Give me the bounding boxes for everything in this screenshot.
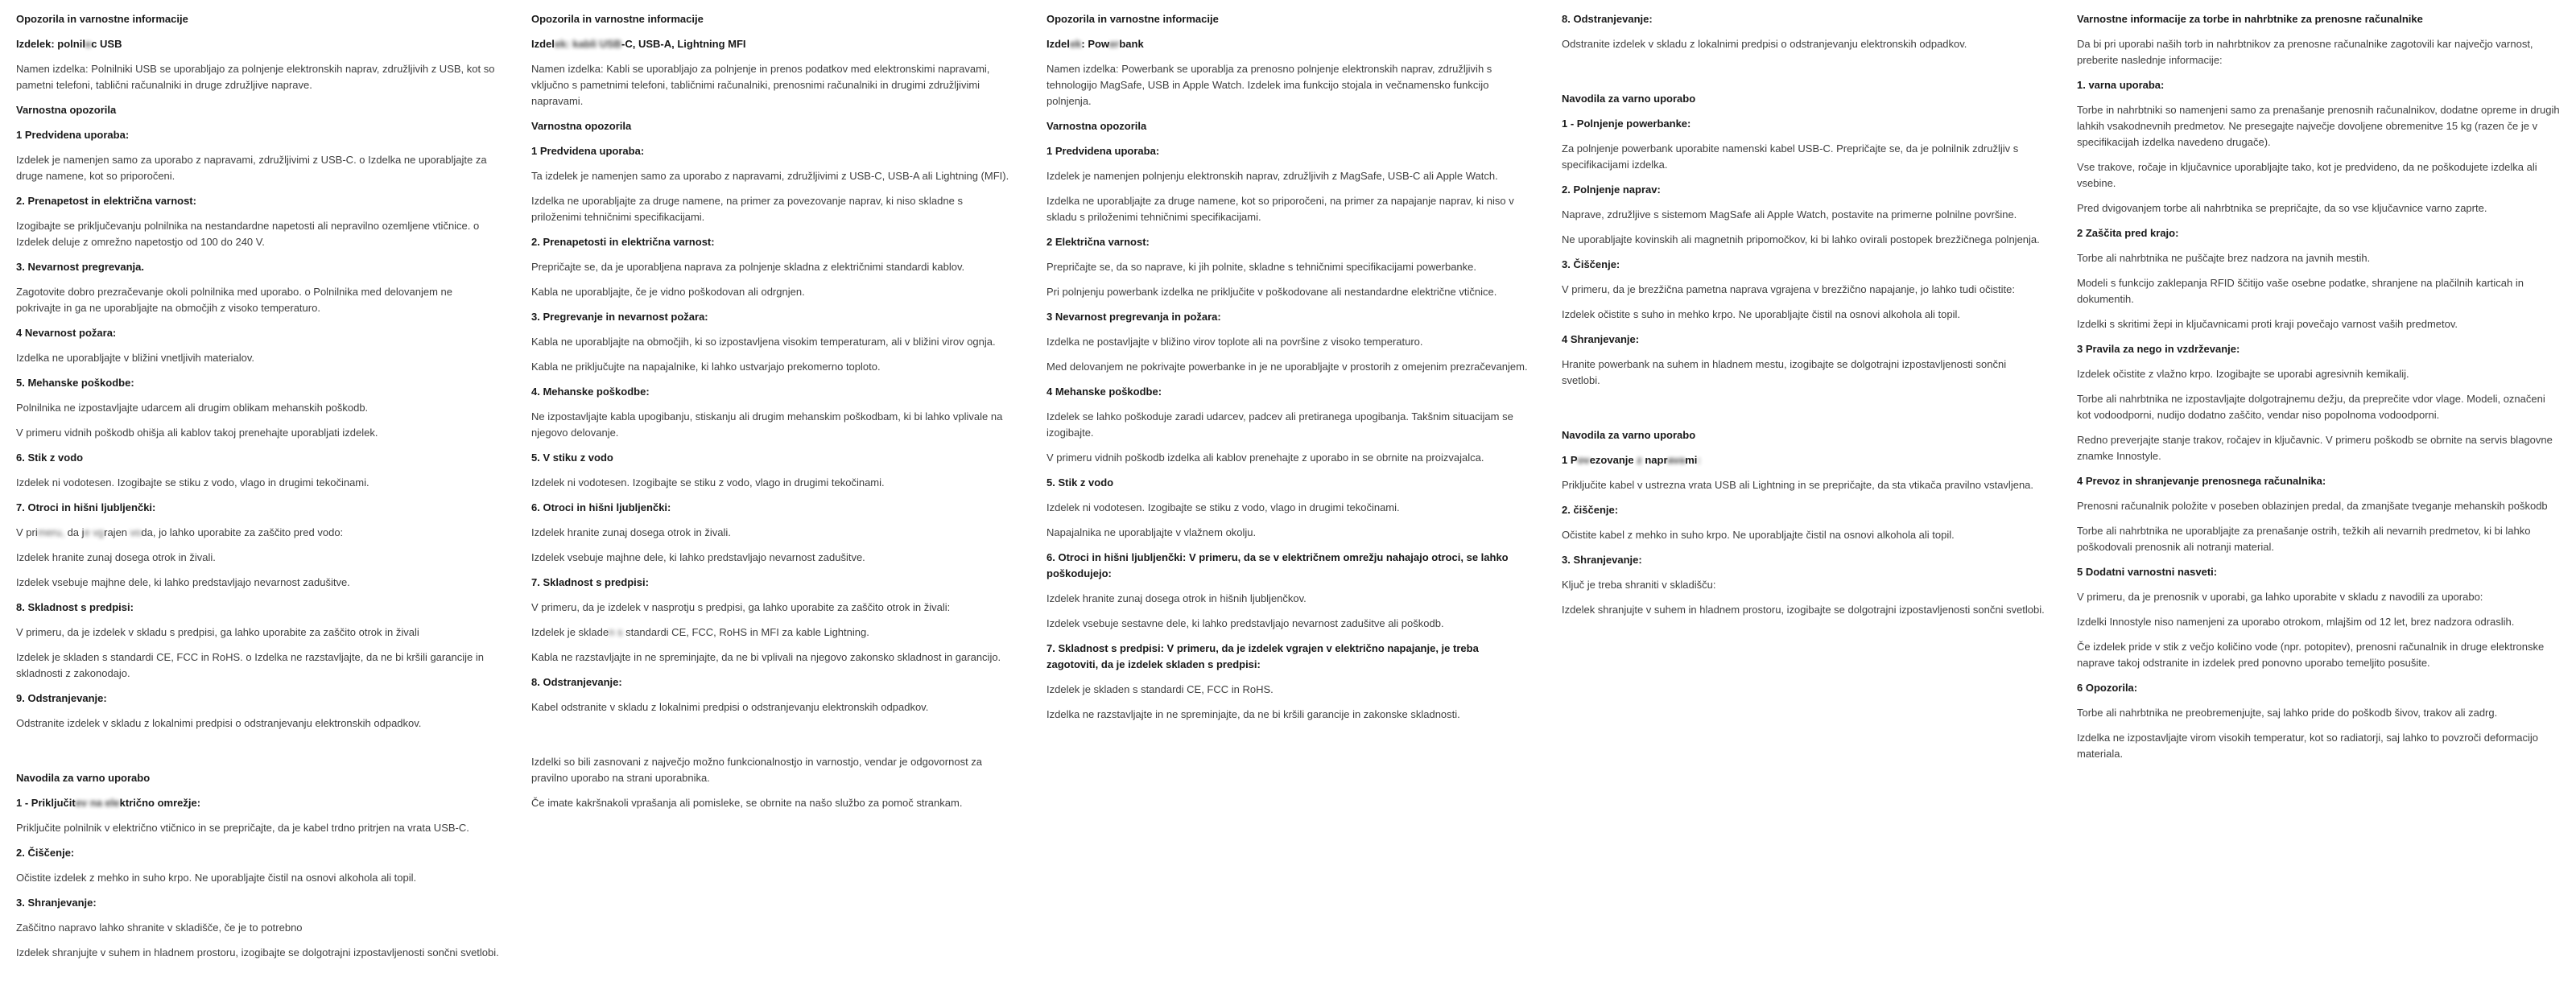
text-run: 9. Odstranjevanje: (16, 692, 107, 704)
blurred-text-run: ov (1577, 454, 1590, 466)
doc-paragraph (16, 400, 499, 416)
text-run: 2. Polnjenje naprav: (1562, 183, 1661, 196)
column-laptop-bags (2077, 11, 2560, 970)
text-run: Izdel (531, 38, 555, 50)
doc-paragraph (1562, 232, 2045, 248)
text-run: Izdelki s skritimi žepi in ključavnicami proti kraji povečajo varnost vaših predmetov. (2077, 318, 2458, 330)
text-run: 4 Prevoz in shranjevanje prenosnega računalnika: (2077, 475, 2326, 487)
text-run: 2 Električna varnost: (1046, 236, 1150, 248)
doc-paragraph (1046, 616, 1530, 632)
doc-heading (16, 193, 499, 209)
text-run: Zaščitno napravo lahko shranite v skladišče, če je to potrebno (16, 921, 303, 934)
blurred-text-run: ev na ele (75, 797, 120, 809)
text-run: Med delovanjem ne pokrivajte powerbanke in je ne uporabljajte v prostorih z omejenim prezračevanjem. (1046, 361, 1528, 373)
text-run: 1 Predvidena uporaba: (16, 129, 130, 141)
text-run: Izdelek se lahko poškoduje zaradi udarcev, padcev ali pretiranega upogibanja. Takšnim situacijam se izogibajte. (1046, 410, 1513, 439)
doc-paragraph (531, 550, 1014, 566)
doc-heading (1562, 11, 2045, 27)
text-run: Izdelek hranite zunaj dosega otrok in živali. (531, 526, 731, 538)
doc-paragraph (2077, 200, 2560, 216)
text-run: V primeru vidnih poškodb izdelka ali kablov prenehajte z uporabo in se obrnite na proizvajalca. (1046, 451, 1484, 464)
text-run: Pri polnjenju powerbank izdelka ne priključite v poškodovane ali nestandardne električne vtičnice. (1046, 286, 1497, 298)
text-run: Priključite polnilnik v električno vtičnico in se prepričajte, da je kabel trdno pritrjen na vrata USB-C. (16, 822, 469, 834)
text-run: Namen izdelka: Polnilniki USB se uporabljajo za polnjenje elektronskih naprav, združljivih z USB, kot so pametni telefoni, tablični računalniki in druge združljive naprave. (16, 63, 495, 91)
doc-heading (531, 11, 1014, 27)
doc-paragraph (531, 754, 1014, 786)
text-run: rajen (104, 526, 128, 538)
doc-paragraph (2077, 36, 2560, 68)
text-run: c USB (91, 38, 122, 50)
text-run: Torbe ali nahrbtnika ne puščajte brez nadzora na javnih mestih. (2077, 252, 2371, 264)
doc-paragraph (16, 425, 499, 441)
text-run: Izdelek je sklade (531, 626, 609, 638)
doc-heading (1562, 502, 2045, 518)
doc-heading (1562, 257, 2045, 273)
doc-heading (16, 600, 499, 616)
doc-paragraph (2077, 705, 2560, 721)
text-run: V pri (16, 526, 38, 538)
text-run: Če izdelek pride v stik z večjo količino vode (npr. potopitev), prenosni računalnik in druge elektronske naprave takoj odstranite in izdelek pred ponovno uporabo temeljito posušite. (2077, 641, 2545, 669)
doc-heading (16, 102, 499, 118)
text-run: Torbe ali nahrbtnika ne preobremenjujte, saj lahko pride do poškodb šivov, trakov ali zadrg. (2077, 707, 2498, 719)
doc-heading (2077, 341, 2560, 357)
text-run: Očistite izdelek z mehko in suho krpo. Ne uporabljajte čistil na osnovi alkohola ali topil. (16, 872, 417, 884)
doc-paragraph (1562, 307, 2045, 323)
blurred-text-run: e vg (84, 526, 105, 538)
text-run: 1 - Polnjenje powerbanke: (1562, 118, 1691, 130)
text-run: 3. Shranjevanje: (1562, 554, 1642, 566)
text-run: 3 Pravila za nego in vzdrževanje: (2077, 343, 2240, 355)
blurred-text-run: ek: kabli USB (554, 38, 621, 50)
doc-heading (1046, 118, 1530, 134)
doc-paragraph (1562, 477, 2045, 493)
text-run: 6. Otroci in hišni ljubljenčki: (531, 501, 671, 513)
blurred-text-run: : (1697, 454, 1701, 466)
text-run: napr (1641, 454, 1668, 466)
doc-paragraph (2077, 730, 2560, 762)
text-run: Izdel (1046, 38, 1070, 50)
text-run: Izdelka ne uporabljajte za druge namene, kot so priporočeni, na primer za napajanje naprav, ki niso v skladu s priloženimi tehničnimi specifikacijami. (1046, 195, 1514, 223)
text-run: Prenosni računalnik položite v poseben oblazinjen predal, da zmanjšate tveganje mehanskih poškodb (2077, 500, 2548, 512)
text-run: Izdelka ne izpostavljajte virom visokih temperatur, kot so radiatorji, saj lahko to povzroči deformacijo materiala. (2077, 732, 2538, 760)
text-run: Izogibajte se priključevanju polnilnika na nestandardne napetosti ali nepravilno ozemljene vtičnice. o Izdelek deluje z omrežno napetostjo od 100 do 240 V. (16, 220, 480, 248)
doc-paragraph (1046, 591, 1530, 607)
doc-heading (531, 309, 1014, 325)
text-run: Kabla ne uporabljajte na območjih, ki so izpostavljena visokim temperaturam, ali v bližini virov ognja. (531, 336, 996, 348)
doc-paragraph (1562, 141, 2045, 173)
text-run: Varnostne informacije za torbe in nahrbtnike za prenosne računalnike (2077, 13, 2423, 25)
doc-heading (531, 36, 1014, 52)
text-run: 3. Shranjevanje: (16, 897, 97, 909)
text-run: Varnostna opozorila (1046, 120, 1147, 132)
text-run: Vse trakove, ročaje in ključavnice uporabljajte tako, kot je predvideno, da ne poškodujete izdelka ali vsebine. (2077, 161, 2537, 189)
text-run: 3. Čiščenje: (1562, 258, 1620, 270)
text-run: 4 Shranjevanje: (1562, 333, 1640, 345)
doc-paragraph (1046, 259, 1530, 275)
text-run: : Pow (1081, 38, 1110, 50)
doc-heading (531, 384, 1014, 400)
text-run: 2. čiščenje: (1562, 504, 1619, 516)
doc-paragraph (2077, 275, 2560, 307)
doc-spacer (1562, 61, 2045, 82)
text-run: Hranite powerbank na suhem in hladnem mestu, izogibajte se dolgotrajni izpostavljenosti sončni svetlobi. (1562, 358, 2007, 386)
doc-heading (16, 691, 499, 707)
doc-paragraph (16, 475, 499, 491)
text-run: Za polnjenje powerbank uporabite namenski kabel USB-C. Prepričajte se, da je polnilnik združljiv s specifikacijami izdelka. (1562, 142, 2019, 171)
text-run: 5 Dodatni varnostni nasveti: (2077, 566, 2218, 578)
text-run: 2. Čiščenje: (16, 847, 75, 859)
text-run: 2. Prenapetost in električna varnost: (16, 195, 196, 207)
text-run: Ključ je treba shraniti v skladišču: (1562, 579, 1716, 591)
text-run: Izdelek je skladen s standardi CE, FCC in RoHS. (1046, 683, 1274, 695)
doc-paragraph (2077, 639, 2560, 671)
doc-heading (1046, 11, 1530, 27)
doc-paragraph (1562, 357, 2045, 389)
doc-heading (16, 845, 499, 861)
text-run: -C, USB-A, Lightning MFI (621, 38, 746, 50)
text-run: Izdelek očistite s suho in mehko krpo. Ne uporabljajte čistil na osnovi alkohola ali topil. (1562, 308, 1960, 320)
text-run: standardi CE, FCC, RoHS in MFI za kable Lightning. (625, 626, 869, 638)
text-run: Izdelki so bili zasnovani z največjo možno funkcionalnostjo in varnostjo, vendar je odgovornost za pravilno uporabo na strani uporabnika. (531, 756, 983, 784)
text-run: Izdelka ne uporabljajte za druge namene, na primer za povezovanje naprav, ki niso skladne s priloženimi tehničnimi specifikacijami. (531, 195, 963, 223)
text-run: Izdelek je namenjen samo za uporabo z napravami, združljivimi z USB-C. o Izdelka ne uporabljajte za druge namene, kot so priporočeni. (16, 154, 487, 182)
doc-heading (2077, 11, 2560, 27)
doc-paragraph (531, 168, 1014, 184)
text-run: 2 Zaščita pred krajo: (2077, 227, 2179, 239)
text-run: V primeru, da je izdelek v skladu s predpisi, ga lahko uporabite za zaščito otrok in živali (16, 626, 419, 638)
doc-paragraph (16, 525, 499, 541)
doc-paragraph (2077, 102, 2560, 150)
doc-paragraph (531, 284, 1014, 300)
text-run: V primeru, da je izdelek v nasprotju s predpisi, ga lahko uporabite za zaščito otrok in živali: (531, 601, 951, 613)
doc-heading (2077, 77, 2560, 93)
doc-heading (1046, 384, 1530, 400)
blurred-text-run: n s (609, 626, 626, 638)
text-run: 1 Predvidena uporaba: (1046, 145, 1160, 157)
text-run: Polnilnika ne izpostavljajte udarcem ali drugim oblikam mehanskih poškodb. (16, 402, 369, 414)
text-run: Odstranite izdelek v skladu z lokalnimi predpisi o odstranjevanju elektronskih odpadkov. (1562, 38, 1967, 50)
doc-heading (16, 127, 499, 143)
text-run: Naprave, združljive s sistemom MagSafe ali Apple Watch, postavite na primerne polnilne površine. (1562, 208, 2017, 221)
text-run: Izdelek je skladen s standardi CE, FCC in RoHS. o Izdelka ne razstavljajte, da ne bi kršili garancije in skladnosti z zakonodajo. (16, 651, 484, 679)
doc-paragraph (531, 625, 1014, 641)
doc-paragraph (1046, 193, 1530, 225)
text-run: Pred dvigovanjem torbe ali nahrbtnika se prepričajte, da so vse ključavnice varno zaprte. (2077, 202, 2487, 214)
doc-heading (1562, 552, 2045, 568)
text-run: 8. Odstranjevanje: (531, 676, 622, 688)
doc-paragraph (531, 525, 1014, 541)
doc-heading (531, 500, 1014, 516)
doc-heading (16, 500, 499, 516)
doc-paragraph (531, 193, 1014, 225)
doc-paragraph (2077, 316, 2560, 332)
doc-heading (16, 375, 499, 391)
text-run: 7. Skladnost s predpisi: V primeru, da je izdelek vgrajen v električno napajanje, je treba zagotoviti, da je izdelek skladen s predpisi: (1046, 642, 1479, 670)
doc-heading (531, 674, 1014, 691)
column-cables (531, 11, 1014, 970)
blurred-text-run: z (1637, 454, 1642, 466)
text-run: Izdelek vsebuje majhne dele, ki lahko predstavljajo nevarnost zadušitve. (531, 551, 865, 563)
text-run: Torbe in nahrbtniki so namenjeni samo za prenašanje prenosnih računalnikov, dodatne opreme in drugih lahkih vsakodnevnih predmetov. Ne presegajte največje dovoljene obremenitve 15 kg (razen če je v specifikacijah izdelka navedeno drugače). (2077, 104, 2560, 148)
doc-heading (1046, 550, 1530, 582)
doc-heading (16, 11, 499, 27)
text-run: Ne uporabljajte kovinskih ali magnetnih pripomočkov, ki bi lahko ovirali postopek brezžičnega polnjenja. (1562, 233, 2040, 245)
doc-paragraph (2077, 614, 2560, 630)
text-run: Izdelek hranite zunaj dosega otrok in hišnih ljubljenčkov. (1046, 592, 1307, 604)
doc-paragraph (2077, 366, 2560, 382)
doc-spacer (1562, 398, 2045, 418)
doc-paragraph (16, 575, 499, 591)
doc-heading (1046, 36, 1530, 52)
text-run: 6. Stik z vodo (16, 451, 84, 464)
text-run: Izdelka ne uporabljajte v bližini vnetljivih materialov. (16, 352, 255, 364)
text-run: bank (1119, 38, 1144, 50)
text-run: 1. varna uporaba: (2077, 79, 2165, 91)
text-run: mi (1685, 454, 1698, 466)
doc-paragraph (2077, 391, 2560, 423)
text-run: Izdelek je namenjen polnjenju elektronskih naprav, združljivih z MagSafe, USB-C ali Apple Watch. (1046, 170, 1498, 182)
column-powerbank-cables-instructions (1562, 11, 2045, 970)
text-run: Navodila za varno uporabo (1562, 93, 1696, 105)
doc-paragraph (16, 218, 499, 250)
text-run: Torbe ali nahrbtnika ne izpostavljajte dolgotrajnemu dežju, da preprečite vdor vlage. Modeli, označeni kot vodoodporni, nudijo dodatno zaščito, vendar niso popolnoma vodoodporni. (2077, 393, 2545, 421)
doc-paragraph (531, 409, 1014, 441)
doc-heading (1562, 452, 2045, 468)
text-run: Izdelek vsebuje sestavne dele, ki lahko predstavljajo nevarnost zadušitve ali poškodb. (1046, 617, 1444, 629)
doc-paragraph (1562, 527, 2045, 543)
text-run: ezovanje (1589, 454, 1637, 466)
doc-paragraph (531, 334, 1014, 350)
doc-heading (531, 118, 1014, 134)
doc-paragraph (16, 284, 499, 316)
doc-paragraph (531, 649, 1014, 666)
text-run: Torbe ali nahrbtnika ne uporabljajte za prenašanje ostrih, težkih ali nevarnih predmetov, ki bi lahko poškodovali prenosnik ali notranji material. (2077, 525, 2531, 553)
doc-heading (1046, 143, 1530, 159)
doc-paragraph (531, 61, 1014, 109)
text-run: Izdelek vsebuje majhne dele, ki lahko predstavljajo nevarnost zadušitve. (16, 576, 350, 588)
doc-heading (2077, 680, 2560, 696)
doc-paragraph (1562, 282, 2045, 298)
doc-heading (16, 36, 499, 52)
blurred-text-run: vo (127, 526, 142, 538)
text-run: Izdelek ni vodotesen. Izogibajte se stiku z vodo, vlago in drugimi tekočinami. (16, 476, 369, 489)
text-run: Izdelek hranite zunaj dosega otrok in živali. (16, 551, 216, 563)
text-run: Ne izpostavljajte kabla upogibanju, stiskanju ali drugim mehanskim poškodbam, ki bi lahko vplivale na njegovo delovanje. (531, 410, 1003, 439)
doc-paragraph (1046, 168, 1530, 184)
doc-heading (1562, 91, 2045, 107)
doc-paragraph (1046, 500, 1530, 516)
doc-heading (2077, 564, 2560, 580)
text-run: 8. Skladnost s predpisi: (16, 601, 134, 613)
doc-heading (16, 450, 499, 466)
doc-heading (1046, 309, 1530, 325)
text-run: 7. Skladnost s predpisi: (531, 576, 649, 588)
blurred-text-run: ava (1667, 454, 1686, 466)
text-run: Izdelek shranjujte v suhem in hladnem prostoru, izogibajte se dolgotrajni izpostavljenosti sončni svetlobi. (1562, 604, 2045, 616)
doc-paragraph (16, 350, 499, 366)
doc-paragraph (1046, 359, 1530, 375)
doc-heading (531, 143, 1014, 159)
text-run: Redno preverjajte stanje trakov, ročajev in ključavnic. V primeru poškodb se obrnite na servis blagovne znamke Innostyle. (2077, 434, 2553, 462)
text-run: Izdelek očistite z vlažno krpo. Izogibajte se uporabi agresivnih kemikalij. (2077, 368, 2409, 380)
doc-paragraph (1562, 577, 2045, 593)
column-powerbank (1046, 11, 1530, 970)
doc-paragraph (1046, 450, 1530, 466)
text-run: Modeli s funkcijo zaklepanja RFID ščitijo vaše osebne podatke, shranjene na plačilnih karticah in dokumentih. (2077, 277, 2524, 305)
text-run: Izdelek ni vodotesen. Izogibajte se stiku z vodo, vlago in drugimi tekočinami. (1046, 501, 1400, 513)
text-run: Opozorila in varnostne informacije (531, 13, 704, 25)
doc-paragraph (2077, 589, 2560, 605)
text-run: Navodila za varno uporabo (16, 772, 151, 784)
doc-paragraph (531, 475, 1014, 491)
text-run: Varnostna opozorila (16, 104, 117, 116)
text-run: Izdelka ne razstavljajte in ne spreminjajte, da ne bi kršili garancije in zakonske skladnosti. (1046, 708, 1460, 720)
text-run: 4 Nevarnost požara: (16, 327, 117, 339)
doc-paragraph (16, 649, 499, 682)
text-run: 8. Odstranjevanje: (1562, 13, 1653, 25)
text-run: Napajalnika ne uporabljajte v vlažnem okolju. (1046, 526, 1257, 538)
column-usb-charger (16, 11, 499, 970)
text-run: 6 Opozorila: (2077, 682, 2138, 694)
doc-paragraph (16, 870, 499, 886)
blurred-text-run: meru, (37, 526, 68, 538)
doc-heading (2077, 225, 2560, 241)
text-run: Navodila za varno uporabo (1562, 429, 1696, 441)
text-run: 1 Predvidena uporaba: (531, 145, 645, 157)
doc-heading (16, 795, 499, 811)
doc-heading (16, 259, 499, 275)
doc-spacer (16, 740, 499, 761)
text-run: Če imate kakršnakoli vprašanja ali pomisleke, se obrnite na našo službo za pomoč strankam. (531, 797, 963, 809)
text-run: V primeru, da je prenosnik v uporabi, ga lahko uporabite v skladu z navodili za uporabo: (2077, 591, 2483, 603)
doc-heading (16, 770, 499, 786)
text-run: Opozorila in varnostne informacije (16, 13, 188, 25)
doc-paragraph (531, 259, 1014, 275)
doc-paragraph (2077, 159, 2560, 192)
text-run: Izdelka ne postavljajte v bližino virov toplote ali na površine z visoko temperaturo. (1046, 336, 1423, 348)
doc-spacer (531, 724, 1014, 745)
text-run: 3. Nevarnost pregrevanja. (16, 261, 144, 273)
doc-paragraph (1046, 707, 1530, 723)
text-run: Namen izdelka: Kabli se uporabljajo za polnjenje in prenos podatkov med elektronskimi napravami, vključno s pametnimi telefoni, tabličnimi računalniki, prenosnimi računalniki in drugimi združljivimi napravami. (531, 63, 990, 107)
text-run: 6. Otroci in hišni ljubljenčki: V primeru, da se v električnem omrežju nahajajo otroci, se lahko poškodujejo: (1046, 551, 1509, 579)
blurred-text-run: ek (1069, 38, 1082, 50)
doc-paragraph (16, 61, 499, 93)
text-run: Izdelek: polnil (16, 38, 85, 50)
doc-paragraph (531, 359, 1014, 375)
text-run: 5. Mehanske poškodbe: (16, 377, 134, 389)
doc-paragraph (1046, 61, 1530, 109)
doc-paragraph (531, 600, 1014, 616)
blurred-text-run: er (1109, 38, 1120, 50)
doc-paragraph (1046, 682, 1530, 698)
doc-paragraph (1046, 284, 1530, 300)
text-run: 3. Pregrevanje in nevarnost požara: (531, 311, 708, 323)
blurred-text-run: e (85, 38, 92, 50)
doc-paragraph (2077, 432, 2560, 464)
text-run: Kabla ne uporabljajte, če je vidno poškodovan ali odrgnjen. (531, 286, 805, 298)
doc-paragraph (531, 795, 1014, 811)
doc-heading (1562, 182, 2045, 198)
doc-heading (1046, 641, 1530, 673)
doc-paragraph (2077, 523, 2560, 555)
doc-paragraph (16, 945, 499, 961)
text-run: 1 P (1562, 454, 1578, 466)
text-run: Izdelki Innostyle niso namenjeni za uporabo otrokom, mlajšim od 12 let, brez nadzora odraslih. (2077, 616, 2515, 628)
text-run: Odstranite izdelek v skladu z lokalnimi predpisi o odstranjevanju elektronskih odpadkov. (16, 717, 422, 729)
text-run: Kabel odstranite v skladu z lokalnimi predpisi o odstranjevanju elektronskih odpadkov. (531, 701, 929, 713)
text-run: ktrično omrežje: (119, 797, 201, 809)
doc-heading (16, 325, 499, 341)
text-run: V primeru, da je brezžična pametna naprava vgrajena v brezžično napajanje, jo lahko tudi očistite: (1562, 283, 2015, 295)
doc-heading (1562, 116, 2045, 132)
text-run: 2. Prenapetosti in električna varnost: (531, 236, 715, 248)
doc-heading (2077, 473, 2560, 489)
text-run: da j (67, 526, 85, 538)
doc-heading (531, 450, 1014, 466)
text-run: Da bi pri uporabi naših torb in nahrbtnikov za prenosne računalnike zagotovili kar največjo varnost, preberite naslednje informacije: (2077, 38, 2533, 66)
doc-paragraph (1562, 602, 2045, 618)
text-run: da, jo lahko uporabite za zaščito pred vodo: (141, 526, 344, 538)
doc-heading (16, 895, 499, 911)
text-run: Očistite kabel z mehko in suho krpo. Ne uporabljajte čistil na osnovi alkohola ali topil. (1562, 529, 1955, 541)
text-run: 5. Stik z vodo (1046, 476, 1114, 489)
text-run: 4 Mehanske poškodbe: (1046, 385, 1162, 398)
text-run: 5. V stiku z vodo (531, 451, 613, 464)
text-run: Kabla ne priključujte na napajalnike, ki lahko ustvarjajo prekomerno toploto. (531, 361, 881, 373)
text-run: Ta izdelek je namenjen samo za uporabo z napravami, združljivimi z USB-C, USB-A ali Lightning (MFI). (531, 170, 1009, 182)
doc-paragraph (1562, 207, 2045, 223)
text-run: V primeru vidnih poškodb ohišja ali kablov takoj prenehajte uporabljati izdelek. (16, 427, 378, 439)
doc-heading (1046, 234, 1530, 250)
doc-paragraph (1046, 525, 1530, 541)
doc-heading (531, 575, 1014, 591)
text-run: Kabla ne razstavljajte in ne spreminjajte, da ne bi vplivali na njegovo zakonsko skladnost in garancijo. (531, 651, 1001, 663)
text-run: Varnostna opozorila (531, 120, 632, 132)
text-run: Namen izdelka: Powerbank se uporablja za prenosno polnjenje elektronskih naprav, združljivih s tehnologijo MagSafe, USB in Apple Watch. Izdelek ima funkcijo stojala in večnamensko funkcijo polnjenja. (1046, 63, 1492, 107)
doc-heading (1562, 427, 2045, 443)
text-run: 4. Mehanske poškodbe: (531, 385, 650, 398)
doc-paragraph (16, 715, 499, 732)
doc-paragraph (1046, 409, 1530, 441)
doc-paragraph (1046, 334, 1530, 350)
text-run: Izdelek shranjujte v suhem in hladnem prostoru, izogibajte se dolgotrajni izpostavljenosti sončni svetlobi. (16, 946, 499, 959)
doc-paragraph (2077, 250, 2560, 266)
doc-paragraph (2077, 498, 2560, 514)
doc-paragraph (16, 920, 499, 936)
doc-paragraph (16, 625, 499, 641)
doc-paragraph (16, 820, 499, 836)
text-run: Opozorila in varnostne informacije (1046, 13, 1219, 25)
text-run: Izdelek ni vodotesen. Izogibajte se stiku z vodo, vlago in drugimi tekočinami. (531, 476, 885, 489)
doc-heading (1046, 475, 1530, 491)
text-run: 7. Otroci in hišni ljubljenčki: (16, 501, 156, 513)
text-run: Zagotovite dobro prezračevanje okoli polnilnika med uporabo. o Polnilnika med delovanjem ne pokrivajte in ga ne uporabljajte na območjih z visoko temperaturo. (16, 286, 452, 314)
doc-heading (531, 234, 1014, 250)
doc-paragraph (531, 699, 1014, 715)
text-run: 3 Nevarnost pregrevanja in požara: (1046, 311, 1221, 323)
doc-paragraph (16, 550, 499, 566)
doc-heading (1562, 332, 2045, 348)
doc-paragraph (1562, 36, 2045, 52)
doc-paragraph (16, 152, 499, 184)
text-run: 1 - Priključit (16, 797, 76, 809)
text-run: Priključite kabel v ustrezna vrata USB ali Lightning in se prepričajte, da sta vtikača pravilno vstavljena. (1562, 479, 2034, 491)
text-run: Prepričajte se, da je uporabljena naprava za polnjenje skladna z električnimi standardi kablov. (531, 261, 965, 273)
text-run: Prepričajte se, da so naprave, ki jih polnite, skladne s tehničnimi specifikacijami powerbanke. (1046, 261, 1476, 273)
